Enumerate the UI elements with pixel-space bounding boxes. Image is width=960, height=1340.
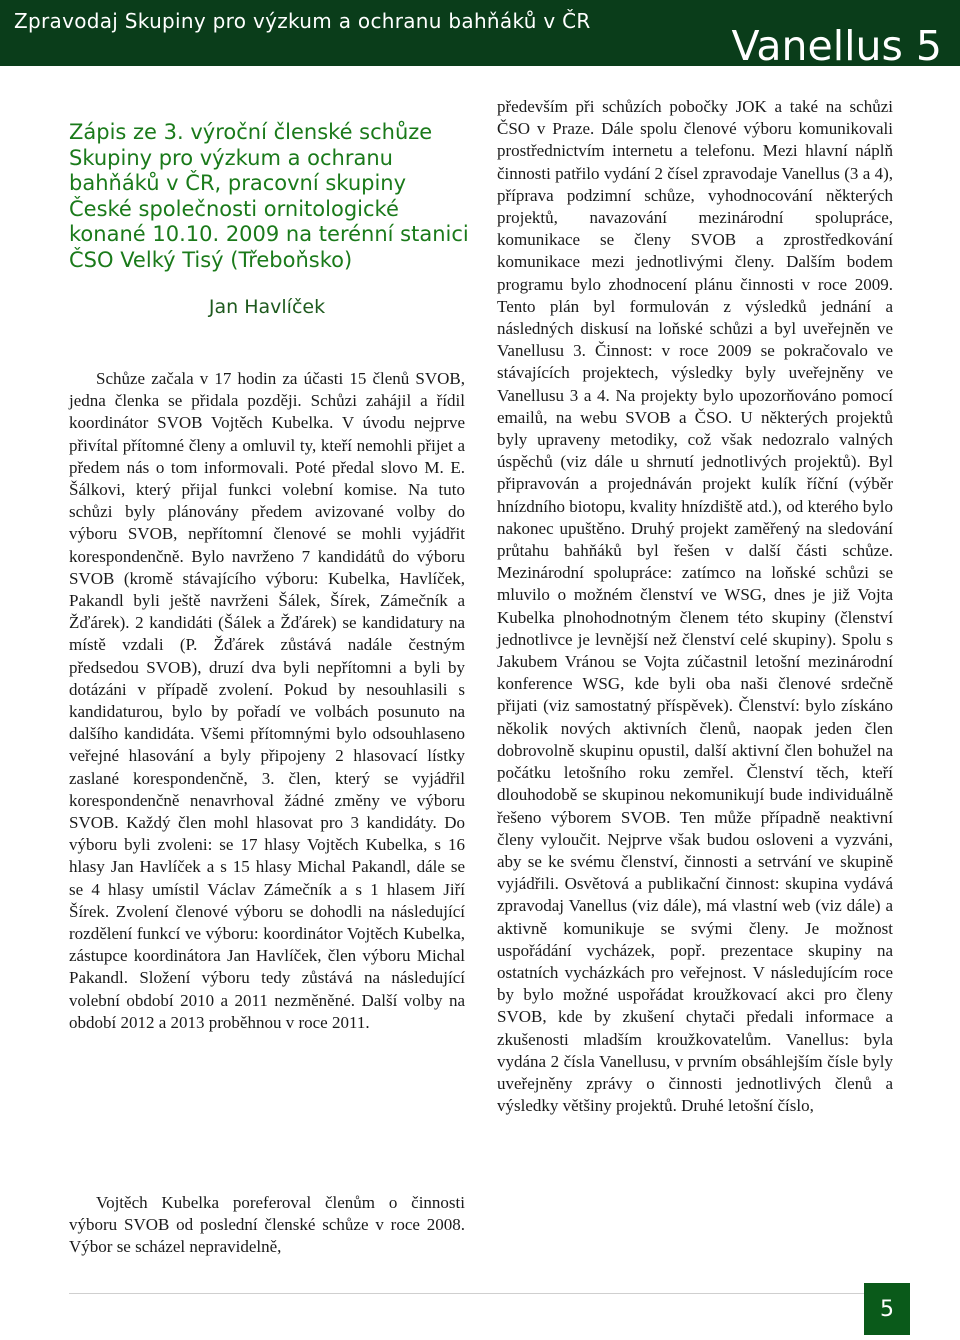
footer-divider: [69, 1293, 894, 1294]
publication-brand: Vanellus 5: [731, 22, 942, 70]
left-column-top: [69, 368, 465, 1034]
header-bar: [0, 0, 960, 70]
page-number-badge: [864, 1283, 910, 1335]
article-author: Jan Havlíček: [208, 296, 326, 318]
body-paragraph: především při schůzích pobočky JOK a také na schůzi ČSO v Praze. Dále spolu členové výboru komunikovali prostřednictvím internetu a telefonu. Mezi hlavní náplň činnosti patřilo vydání 2 čísel zpravodaje Vanellus (3 a 4), příprava podzimní schůze, vyhodnocování některých projektů, navazování mezinárodní spolupráce, komunikace se členy SVOB a zprostředkování komunikace mezi jednotlivými členy. Dalším bodem programu bylo zhodnocení plánu činnosti v roce 2009. Tento plán byl formulován z výsledků jednání a následných diskusí na loňské schůzi a byl uveřejněn ve Vanellusu 3. Činnost: v roce 2009 se pokračovalo ve stávajících projektech, výsledky byly uveřejněny ve Vanellusu 3 a 4. Na projekty bylo upozorňováno pomocí emailů, na webu SVOB a ČSO. U některých projektů byly upraveny metodiky, což však nedozralo valných úspěchů (viz dále u shrnutí jednotlivých projektů). Byl připravován a projednáván projekt kulík říční (výběr hnízdního biotopu, kvality hnízdiště atd.), od kterého bylo nakonec upuštěno. Druhý projekt zaměřený na sledování průtahu bahňáků byl řešen v další části schůze. Mezinárodní spolupráce: zatímco na loňské schůzi se mluvilo o možném členství ve WSG, dnes je již Vojta Kubelka plnohodnotným členem této skupiny (členství jednotlivce je levnější než členství celé skupiny). Spolu s Jakubem Vránou se Vojta zúčastnil letošní mezinárodní konference WSG, kde byli oba naši členové srdečně přijati (viz samostatný příspěvek). Členství: bylo získáno několik nových aktivních členů, naopak jeden člen dobrovolně skupinu opustil, další aktivní člen bohužel na počátku letošního roku zemřel. Členství těch, kteří dlouhodobě se skupinou nekomunikují bude individuálně řešeno výborem SVOB. Ten může případně neaktivní členy vyloučit. Nejprve však budou osloveni a vyzváni, aby se ke svému členství, činnosti a setrvání ve skupině vyjádřili. Osvětová a publikační činnost: skupina vydává zpravodaj Vanellus (viz dále), má vlastní web (viz dále) a aktivně komunikuje se svými členy. Je možnost uspořádání vycházek, popř. prezentace skupiny na ostatních vycházkách pro veřejnost. V následujícím roce by bylo možné uspořádat kroužkovací akci pro členy SVOB, kde by zkušení chytači předali informace a zkušenosti mladším kroužkovatelům. Vanellus: byla vydána 2 čísla Vanellusu, v prvním obsáhlejším čísle byly uveřejněny zprávy o činnosti jednotlivých členů a výsledky většiny projektů. Druhé letošní číslo,: [497, 97, 893, 1116]
body-paragraph: Vojtěch Kubelka poreferoval členům o činnosti výboru SVOB od poslední členské schůze v roce 2008. Výbor se scházel nepravidelně,: [69, 1193, 465, 1257]
article-title: Zápis ze 3. výroční členské schůze Skupiny pro výzkum a ochranu bahňáků v ČR, pracovní skupiny České společnosti ornitologické konané 10.10. 2009 na terénní stanici ČSO Velký Tisý (Třeboňsko): [69, 120, 469, 272]
body-paragraph: Schůze začala v 17 hodin za účasti 15 členů SVOB, jedna členka se přidala později. Schůzi zahájil a řídil koordinátor SVOB Vojtěch Kubelka. V úvodu nejprve přivítal přítomné členy a omluvil ty, kteří nemohli přijet a předem nás o tom informovali. Poté předal slovo M. E. Šálkovi, který přijal funkci volební komise. Na tuto schůzi byly plánovány předem avizované volby do výboru SVOB, nepřítomní členové se mohli vyjádřit korespondenčně. Bylo navrženo 7 kandidátů do výboru SVOB (kromě stávajícího výboru: Kubelka, Havlíček, Pakandl byli ještě navrženi Šálek, Šírek, Zámečník a Žďárek). 2 kandidáti (Šálek a Žďárek) se kandidatury na místě vzdali (P. Žďárek zůstává nadále čestným předsedou SVOB), druzí dva byli nepřítomni a byli by dotázáni v případě zvolení. Pokud by nesouhlasili s kandidaturou, bylo by pořadí ve volbách posunuto na dalšího kandidáta. Všemi přítomnými bylo odsouhlaseno veřejné hlasování a byly připojeny 2 hlasovací lístky zaslané korespondenčně, 3. člen, který se vyjádřil korespondenčně nenavrhoval žádné změny ve výboru SVOB. Každý člen mohl hlasovat pro 3 kandidáty. Do výboru byli zvoleni: se 17 hlasy Vojtěch Kubelka, s 16 hlasy Jan Havlíček a s 15 hlasy Michal Pakandl, dále se se 4 hlasy umístil Václav Zámečník a s 1 hlasem Jiří Šírek. Zvolení členové výboru se dohodli na následující rozdělení funkcí ve výboru: koordinátor Vojtěch Kubelka, zástupce koordinátora Jan Havlíček, člen výboru Michal Pakandl. Složení výboru tedy zůstává na následující volební období 2010 a 2011 nezměněné. Další volby na období 2012 a 2013 proběhnou v roce 2011.: [69, 369, 465, 1032]
page-number: 5: [880, 1296, 894, 1322]
right-column: [497, 96, 893, 1117]
left-column-bottom: [69, 1192, 465, 1259]
newsletter-title: Zpravodaj Skupiny pro výzkum a ochranu bahňáků v ČR: [14, 9, 591, 33]
